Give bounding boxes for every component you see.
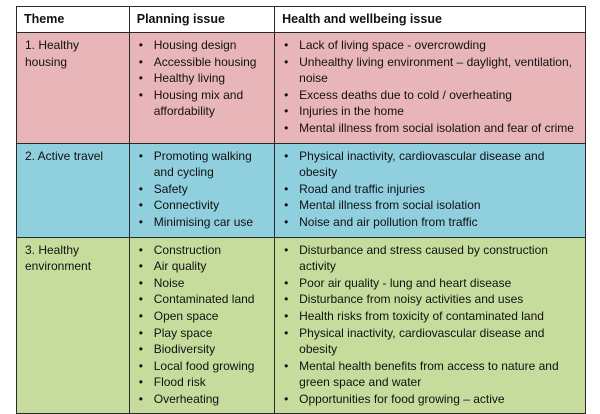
- health-list: [283, 148, 579, 231]
- header-theme: Theme: [17, 7, 130, 33]
- list-item: • Injuries in the home: [283, 103, 579, 120]
- row-healthy-housing: [17, 33, 586, 144]
- health-list: [283, 242, 579, 408]
- list-item: • Physical inactivity, cardiovascular disease and obesity: [283, 148, 579, 181]
- row-active-travel: [17, 143, 586, 237]
- list-item: • Flood risk: [138, 374, 268, 391]
- list-item: • Physical inactivity, cardiovascular disease and obesity: [283, 325, 579, 358]
- list-item: • Noise and air pollution from traffic: [283, 214, 579, 231]
- list-item: • Accessible housing: [138, 54, 268, 71]
- list-item: • Play space: [138, 325, 268, 342]
- planning-cell: [129, 33, 274, 144]
- planning-list: [138, 148, 268, 231]
- health-cell: [275, 143, 586, 237]
- planning-cell: [129, 143, 274, 237]
- list-item: • Contaminated land: [138, 291, 268, 308]
- list-item: • Overheating: [138, 391, 268, 408]
- list-item: • Construction: [138, 242, 268, 259]
- list-item: • Poor air quality - lung and heart disease: [283, 275, 579, 292]
- list-item: • Noise: [138, 275, 268, 292]
- list-item: • Healthy living: [138, 70, 268, 87]
- list-item: • Housing mix and affordability: [138, 87, 268, 120]
- list-item: • Connectivity: [138, 197, 268, 214]
- health-list: [283, 37, 579, 137]
- header-planning-issue: Planning issue: [129, 7, 274, 33]
- list-item: • Mental illness from social isolation: [283, 197, 579, 214]
- health-cell: [275, 237, 586, 414]
- list-item: • Disturbance from noisy activities and uses: [283, 291, 579, 308]
- list-item: • Opportunities for food growing – active: [283, 391, 579, 408]
- theme-cell: 1. Healthy housing: [17, 33, 130, 144]
- list-item: • Road and traffic injuries: [283, 181, 579, 198]
- header-health-issue: Health and wellbeing issue: [275, 7, 586, 33]
- header-row: [17, 7, 586, 33]
- list-item: • Safety: [138, 181, 268, 198]
- list-item: • Local food growing: [138, 358, 268, 375]
- list-item: • Disturbance and stress caused by construction activity: [283, 242, 579, 275]
- list-item: • Lack of living space - overcrowding: [283, 37, 579, 54]
- list-item: • Health risks from toxicity of contaminated land: [283, 308, 579, 325]
- list-item: • Housing design: [138, 37, 268, 54]
- list-item: • Air quality: [138, 258, 268, 275]
- health-cell: [275, 33, 586, 144]
- list-item: • Open space: [138, 308, 268, 325]
- list-item: • Biodiversity: [138, 341, 268, 358]
- list-item: • Promoting walking and cycling: [138, 148, 268, 181]
- list-item: • Unhealthy living environment – daylight, ventilation, noise: [283, 54, 579, 87]
- planning-cell: [129, 237, 274, 414]
- issues-table: [16, 6, 586, 414]
- list-item: • Mental health benefits from access to nature and green space and water: [283, 358, 579, 391]
- list-item: • Minimising car use: [138, 214, 268, 231]
- list-item: • Excess deaths due to cold / overheating: [283, 87, 579, 104]
- theme-cell: 2. Active travel: [17, 143, 130, 237]
- planning-list: [138, 37, 268, 120]
- list-item: • Mental illness from social isolation and fear of crime: [283, 120, 579, 137]
- planning-list: [138, 242, 268, 408]
- row-healthy-environment: [17, 237, 586, 414]
- theme-cell: 3. Healthy environment: [17, 237, 130, 414]
